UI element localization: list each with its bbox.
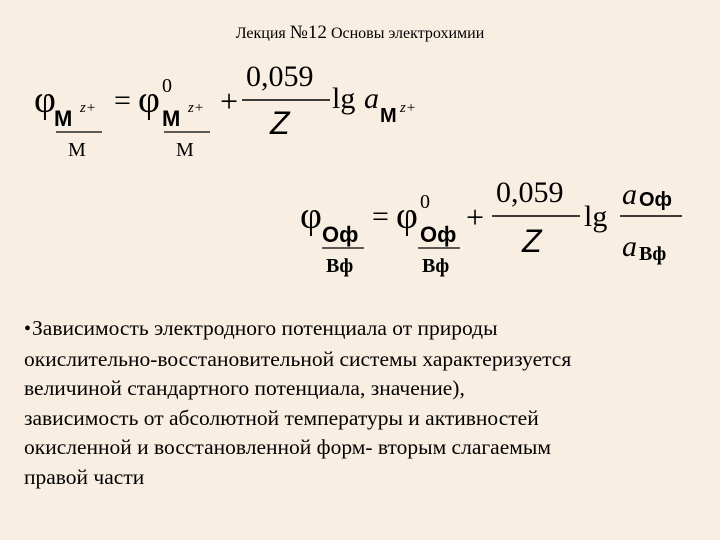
plus-sign: + <box>220 83 239 119</box>
activity-denominator-subscript: Вф <box>639 243 667 265</box>
charge-denominator-redox: Z <box>522 223 542 259</box>
equals-sign: = <box>114 84 131 117</box>
subscript-metal-standard: M <box>162 106 181 131</box>
paragraph-line: величиной стандартного потенциала, значение), <box>24 376 465 400</box>
subscript-oxidized-standard: Оф <box>420 222 457 247</box>
log-operator-redox: lg <box>584 200 608 233</box>
paragraph-line: Зависимость электродного потенциала от природы <box>32 316 498 340</box>
phi-symbol-redox: φ <box>300 195 322 237</box>
denominator-reduced-left: Вф <box>326 255 354 277</box>
superscript-charge-standard: z+ <box>188 100 204 116</box>
lecture-number: №12 <box>289 22 327 43</box>
equals-sign-redox: = <box>372 200 389 233</box>
subscript-metal: M <box>54 106 73 131</box>
activity-subscript-metal: M <box>380 105 397 127</box>
activity-symbol: a <box>364 82 379 115</box>
lecture-label: Лекция <box>235 25 286 42</box>
formula-metal-potential <box>30 58 450 163</box>
paragraph-line: правой части <box>24 464 145 489</box>
paragraph-line: окислительно-восстановительной системы характеризуется <box>24 346 572 371</box>
charge-denominator: Z <box>270 105 290 141</box>
standard-superscript: 0 <box>162 75 172 97</box>
standard-superscript-redox: 0 <box>420 191 430 213</box>
lecture-topic: Основы электрохимии <box>330 25 485 42</box>
subscript-oxidized: Оф <box>322 222 359 247</box>
coefficient-numerator: 0,059 <box>246 60 314 93</box>
superscript-charge: z+ <box>80 100 96 116</box>
paragraph-line: зависимость от абсолютной температуры и активностей <box>24 405 539 430</box>
log-operator: lg <box>332 82 356 115</box>
activity-numerator-subscript: Оф <box>639 189 673 211</box>
activity-superscript-charge: z+ <box>400 100 416 116</box>
phi-standard-symbol: φ <box>138 79 160 121</box>
activity-numerator-symbol: a <box>622 178 637 211</box>
phi-symbol: φ <box>34 79 56 121</box>
denominator-reduced-standard: Вф <box>422 255 450 277</box>
paragraph-line: окисленной и восстановленной форм- вторым слагаемым <box>24 435 551 459</box>
explanation-paragraph <box>24 314 700 492</box>
plus-sign-redox: + <box>466 199 485 235</box>
phi-standard-redox: φ <box>396 195 418 237</box>
coefficient-numerator-redox: 0,059 <box>496 176 564 209</box>
activity-denominator-symbol: a <box>622 230 637 263</box>
bullet-marker: • <box>24 318 32 340</box>
denominator-metal-left: M <box>68 139 86 161</box>
slide-header <box>0 22 720 44</box>
formula-redox-potential <box>296 172 696 282</box>
denominator-metal-standard: M <box>176 139 194 161</box>
